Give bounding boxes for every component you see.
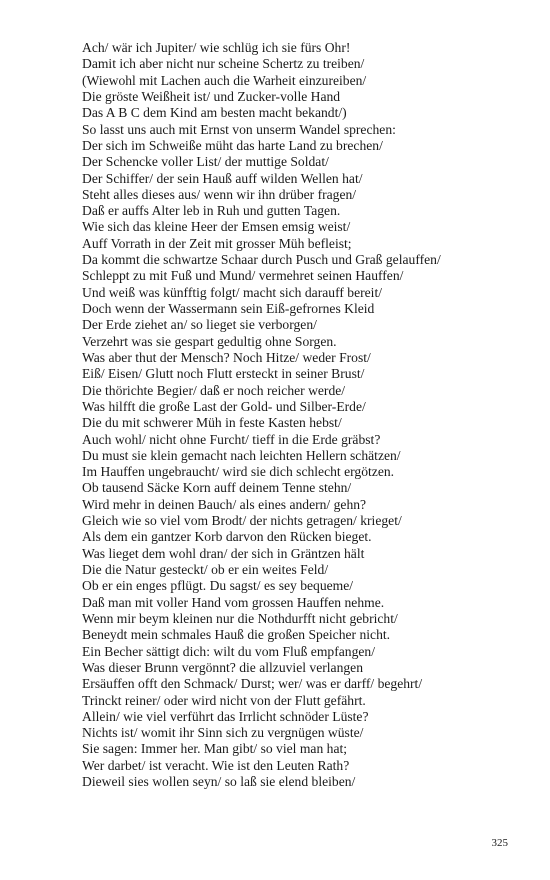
poem-line: Der Erde ziehet an/ so lieget sie verborgen/ — [82, 317, 317, 333]
poem-line: Wer darbet/ ist veracht. Wie ist den Leuten Rath? — [82, 757, 350, 773]
poem-line: Auch wohl/ nicht ohne Furcht/ tieff in die Erde gräbst? — [82, 431, 381, 447]
poem-line: Sie sagen: Immer her. Man gibt/ so viel man hat; — [82, 741, 348, 757]
poem-line: Was lieget dem wohl dran/ der sich in Gräntzen hält — [82, 545, 365, 561]
poem-line: Ob tausend Säcke Korn auff deinem Tenne stehn/ — [82, 480, 352, 496]
poem-line: Schleppt zu mit Fuß und Mund/ vermehret seinen Hauffen/ — [82, 268, 404, 284]
poem-line: Allein/ wie viel verführt das Irrlicht schnöder Lüste? — [82, 708, 369, 724]
poem-line: Was aber thut der Mensch? Noch Hitze/ weder Frost/ — [82, 349, 371, 365]
poem-line: Wie sich das kleine Heer der Emsen emsig weist/ — [82, 219, 351, 235]
poem-line: Wird mehr in deinen Bauch/ als eines andern/ gehn? — [82, 496, 367, 512]
poem-line: Nichts ist/ womit ihr Sinn sich zu vergnügen wüste/ — [82, 725, 364, 741]
poem-line: Ob er ein enges pflügt. Du sagst/ es sey bequeme/ — [82, 578, 354, 594]
poem-line: Ach/ wär ich Jupiter/ wie schlüg ich sie fürs Ohr! — [82, 40, 351, 55]
poem-line: Da kommt die schwartze Schaar durch Pusch und Graß gelauffen/ — [82, 252, 441, 268]
poem-line: Eiß/ Eisen/ Glutt noch Flutt ersteckt in seiner Brust/ — [82, 366, 365, 382]
poem-line: Die gröste Weißheit ist/ und Zucker-volle Hand — [82, 88, 341, 104]
poem-line: Der Schencke voller List/ der muttige Soldat/ — [82, 154, 329, 170]
poem-line: Daß er auffs Alter leb in Ruh und gutten Tagen. — [82, 203, 341, 219]
poem-line: Gleich wie so viel vom Brodt/ der nichts getragen/ krieget/ — [82, 513, 402, 529]
poem-line: Ein Becher sättigt dich: wilt du vom Fluß empfangen/ — [82, 643, 375, 659]
poem-line: Die die Natur gesteckt/ ob er ein weites Feld/ — [82, 562, 329, 577]
poem-line: Auff Vorrath in der Zeit mit grosser Müh befleist; — [82, 235, 352, 251]
poem-line: Der sich im Schweiße müht das harte Land zu brechen/ — [82, 137, 383, 153]
poem-line: Als dem ein gantzer Korb darvon den Rücken bieget. — [82, 529, 372, 545]
poem-line: Die thörichte Begier/ daß er noch reicher werde/ — [82, 382, 346, 398]
poem-line: Der Schiffer/ der sein Hauß auff wilden Wellen hat/ — [82, 170, 363, 186]
poem-line: Was hilfft die große Last der Gold- und Silber-Erde/ — [82, 398, 366, 414]
poem-line: Doch wenn der Wassermann sein Eiß-gefrornes Kleid — [82, 301, 375, 316]
poem-line: Beneydt mein schmales Hauß die großen Speicher nicht. — [82, 627, 391, 643]
poem-line: (Wiewohl mit Lachen auch die Warheit einzureiben/ — [82, 72, 367, 88]
poem-line: Die du mit schwerer Müh in feste Kasten hebst/ — [82, 415, 342, 431]
poem-text-block — [82, 40, 522, 790]
poem-line: Das A B C dem Kind am besten macht bekandt/) — [82, 105, 347, 121]
poem-line: Im Hauffen ungebraucht/ wird sie dich schlecht ergötzen. — [82, 464, 395, 480]
poem-line: Dieweil sies wollen seyn/ so laß sie elend bleiben/ — [82, 774, 356, 790]
poem-line: Wenn mir beym kleinen nur die Nothdurfft nicht gebricht/ — [82, 610, 398, 626]
poem-line: Damit ich aber nicht nur scheine Schertz zu treiben/ — [82, 56, 365, 72]
page-number: 325 — [491, 837, 508, 849]
poem-line: Was dieser Brunn vergönnt? die allzuviel verlangen — [82, 659, 364, 675]
poem-line: Daß man mit voller Hand vom grossen Hauffen nehme. — [82, 594, 385, 610]
poem-line: Trinckt reiner/ oder wird nicht von der Flutt gefährt. — [82, 692, 366, 708]
poem-line: Ersäuffen offt den Schmack/ Durst; wer/ was er darff/ begehrt/ — [82, 676, 423, 692]
poem-line: Verzehrt was sie gespart gedultig ohne Sorgen. — [82, 333, 337, 349]
poem-line: So lasst uns auch mit Ernst von unserm Wandel sprechen: — [82, 121, 396, 137]
poem-line: Du must sie klein gemacht nach leichten Hellern schätzen/ — [82, 447, 401, 463]
poem-line: Steht alles dieses aus/ wenn wir ihn drüber fragen/ — [82, 186, 357, 202]
poem-line: Und weiß was künfftig folgt/ macht sich darauff bereit/ — [82, 284, 382, 300]
